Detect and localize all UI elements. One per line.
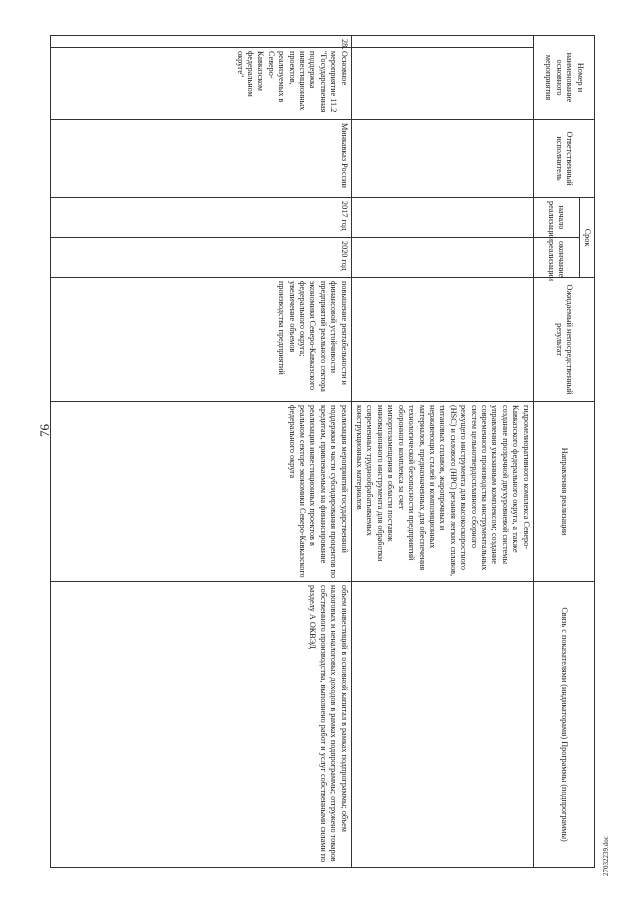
- header-executor: Ответственный исполнитель: [533, 120, 594, 198]
- row-number: [351, 36, 533, 48]
- header-end: окончание реализации: [533, 238, 579, 278]
- header-start: начало реализации: [533, 198, 579, 238]
- rotated-table-sheet: [50, 35, 595, 867]
- executor: [351, 120, 533, 198]
- executor: Минкавказ России: [51, 120, 352, 198]
- program-measures-table: [50, 35, 595, 868]
- header-term: Срок: [579, 198, 594, 278]
- indicators-link: [351, 582, 533, 868]
- header-result: Ожидаемый непосредственный результат: [533, 278, 594, 402]
- table-row: [51, 36, 352, 868]
- row-number: 28.: [51, 36, 352, 48]
- page-number: 76: [37, 424, 52, 437]
- measure-name: Основное мероприятие 11.2 "Государственная поддержка инвестиционных проектов, реализуемых в Северо-Кавказском федеральном округе": [51, 48, 352, 120]
- end-year: 2020 год: [51, 238, 352, 278]
- table-row: [351, 36, 533, 868]
- document-filename: 27032239.doc: [602, 836, 610, 876]
- indicators-link: объем инвестиций в основной капитал в рамках подпрограммы; объем налоговых и неналоговых доходов в рамках подпрограммы; отгружено товаров собственного производства, выполнено работ и услуг собственными силами по разделу А ОКВЭД: [51, 582, 352, 868]
- header-directions: Направления реализации: [533, 402, 594, 582]
- measure-name: [351, 48, 533, 120]
- implementation-directions: гидромелиоративного комплекса Северо-Кавказского федерального округа, а также создание прозрачной двухуровневой системы управления указанным комплексом; создание современного производства инструментальных систем цельнотвердосплавного сборного режущего инструмента для высокоскоростного (HSC) и силового (HPC) резания легких сплавов, титановых сплавов, жаропрочных и нержавеющих сталей и композиционных материалов, предназначенных для обеспечения технологической безопасности предприятий оборонного комплекса за счет импортозамещения в области поставок инновационного инструмента для обработки современных труднообрабатываемых конструкционных материалов: [351, 402, 533, 582]
- header-indicators: Связь с показателями (индикаторами) Программы (подпрограммы): [533, 582, 594, 868]
- header-name: Номер и наименование основного мероприятия: [533, 36, 594, 120]
- expected-result: повышение рентабельности и финансовой устойчивости предприятий реального сектора экономики Северо-Кавказского федерального округа; увеличение объемов производства предприятий: [51, 278, 352, 402]
- start-year: 2017 год: [51, 198, 352, 238]
- end-year: [351, 238, 533, 278]
- expected-result: [351, 278, 533, 402]
- implementation-directions: реализация мероприятий государственной поддержки в части субсидирования процентов по кредитам, привлекаемым на финансирование реализации инвестиционных проектов в реальном секторе экономики Северо-Кавказского федерального округа: [51, 402, 352, 582]
- start-year: [351, 198, 533, 238]
